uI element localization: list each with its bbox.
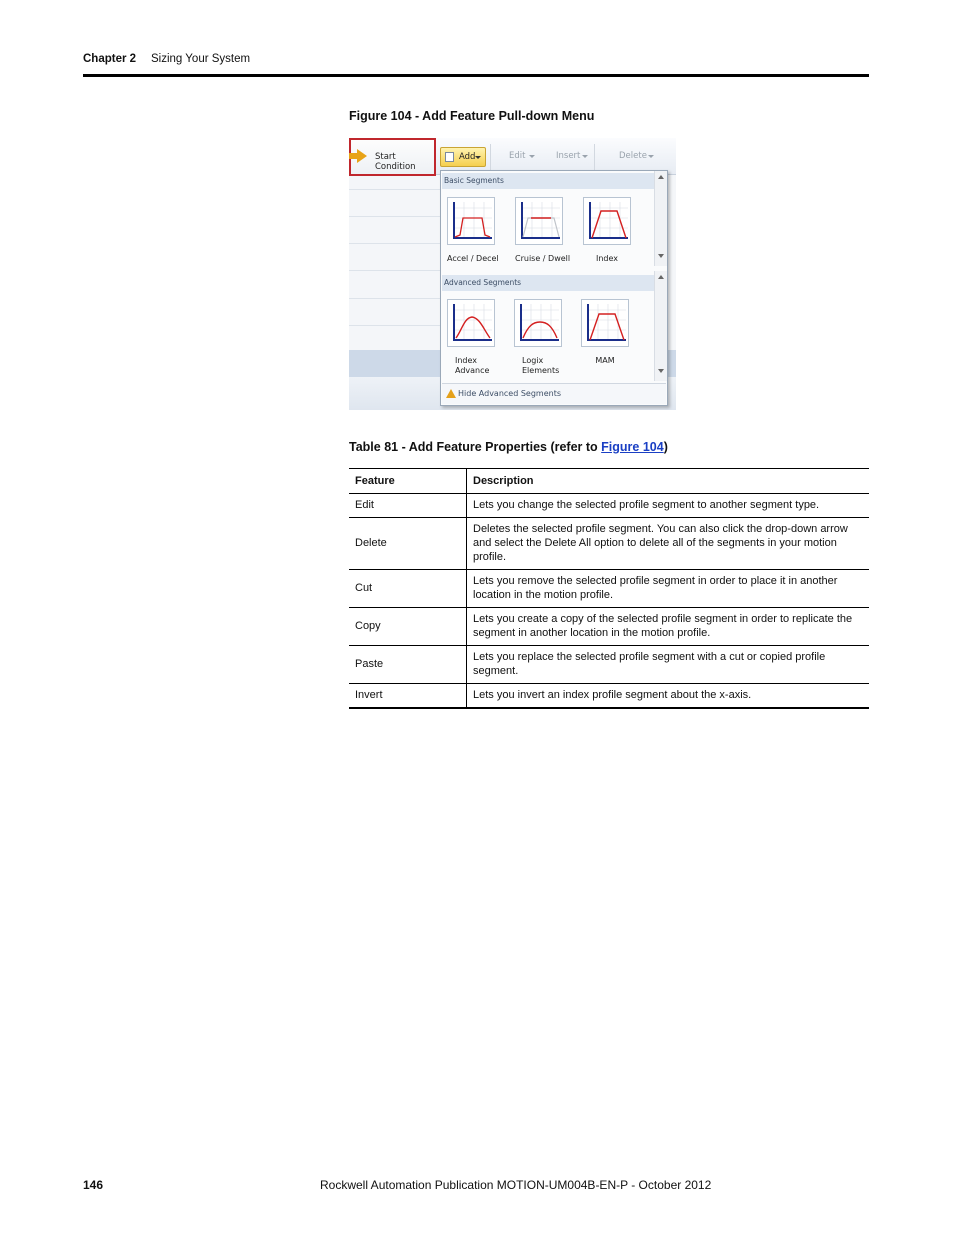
basic-segments-heading [442,173,654,189]
insert-button[interactable]: Insert [556,151,581,161]
page-number: 146 [83,1178,104,1192]
grid-line [349,216,441,217]
chevron-down-icon [582,155,588,158]
grid-line [349,189,441,190]
table-header-row [349,469,869,494]
segment-logix-elements[interactable] [514,299,562,375]
scroll-down-icon[interactable] [658,369,664,373]
add-label: Add [459,152,476,162]
add-feature-properties-table [349,468,869,709]
chapter-label: Chapter 2 [83,53,137,65]
chevron-down-icon [648,155,654,158]
logix-elements-icon [514,299,562,347]
segment-label: MAM [595,356,615,365]
index-advance-icon [447,299,495,347]
feature-cell: Copy [349,608,467,646]
segment-label-line2: Advance [455,365,490,375]
chevron-down-icon [529,155,535,158]
segment-index-advance[interactable] [447,299,495,375]
figure-link[interactable]: Figure 104 [601,440,664,454]
advanced-segments-heading [442,275,654,291]
segment-label: Index [595,254,619,263]
grid-line [349,325,441,326]
table-row [349,608,869,646]
feature-cell: Paste [349,646,467,684]
arrow-right-icon [357,149,367,163]
segment-label-line1: Logix [522,356,544,365]
segment-index[interactable] [583,197,631,263]
chevron-down-icon [475,156,481,159]
scroll-up-icon[interactable] [658,175,664,179]
chapter-title: Sizing Your System [151,53,251,65]
publication-footer: Rockwell Automation Publication MOTION-UM004B-EN-P - October 2012 [320,1178,712,1192]
description-cell: Lets you change the selected profile segment to another segment type. [467,494,870,518]
segment-label: Accel / Decel [447,254,499,263]
add-dropdown-menu [440,170,668,406]
segment-cruise-dwell[interactable] [515,197,571,263]
start-condition-button[interactable] [349,138,436,176]
segment-accel-decel[interactable] [447,197,499,263]
table-row [349,684,869,709]
segment-label-line2: Elements [522,365,560,375]
segment-label-line1: Index [455,356,478,365]
column-header-description: Description [467,469,870,494]
table-row [349,494,869,518]
description-cell: Lets you replace the selected profile segment with a cut or copied profile segment. [467,646,870,684]
table-row [349,518,869,570]
description-cell: Lets you remove the selected profile segment in order to place it in another location in the motion profile. [467,570,870,608]
basic-scrollbar[interactable] [654,171,667,266]
table-caption [349,440,668,454]
advanced-segments-label: Advanced Segments [444,278,522,287]
hide-advanced-label: Hide Advanced Segments [458,389,562,398]
add-icon [445,152,454,162]
add-button[interactable] [440,147,486,167]
column-header-feature: Feature [349,469,467,494]
scroll-down-icon[interactable] [658,254,664,258]
scroll-up-icon[interactable] [658,275,664,279]
advanced-scrollbar[interactable] [654,271,667,381]
edit-button[interactable]: Edit [509,151,526,161]
cruise-dwell-icon [515,197,563,245]
basic-segments-label: Basic Segments [444,176,504,185]
index-icon [583,197,631,245]
delete-button[interactable]: Delete [619,151,647,161]
grid-line [349,298,441,299]
figure-caption: Figure 104 - Add Feature Pull-down Menu [349,109,595,123]
grid-line [349,270,441,271]
segment-label [514,356,562,375]
ribbon-separator [594,144,595,170]
segment-label: Cruise / Dwell [515,254,571,263]
table-caption-prefix: Table 81 - Add Feature Properties (refer to [349,440,602,454]
grid-line [349,243,441,244]
feature-cell: Edit [349,494,467,518]
segment-label [447,356,495,375]
feature-cell: Invert [349,684,467,709]
table-caption-suffix: ) [663,440,668,454]
hide-advanced-segments-button[interactable] [442,383,666,404]
header-rule [83,74,869,77]
accel-decel-icon [447,197,495,245]
start-condition-label: Start Condition [375,152,416,172]
ribbon-separator [490,144,491,170]
table-row [349,570,869,608]
feature-cell: Delete [349,518,467,570]
table-row [349,646,869,684]
add-feature-screenshot [349,138,676,410]
warning-icon [446,389,456,398]
segment-mam[interactable] [581,299,629,365]
description-cell: Deletes the selected profile segment. You can also click the drop-down arrow and select the Delete All option to delete all of the segments in your motion profile. [467,518,870,570]
feature-cell: Cut [349,570,467,608]
description-cell: Lets you create a copy of the selected profile segment in order to replicate the segment in another location in the motion profile. [467,608,870,646]
mam-icon [581,299,629,347]
description-cell: Lets you invert an index profile segment about the x-axis. [467,684,870,709]
